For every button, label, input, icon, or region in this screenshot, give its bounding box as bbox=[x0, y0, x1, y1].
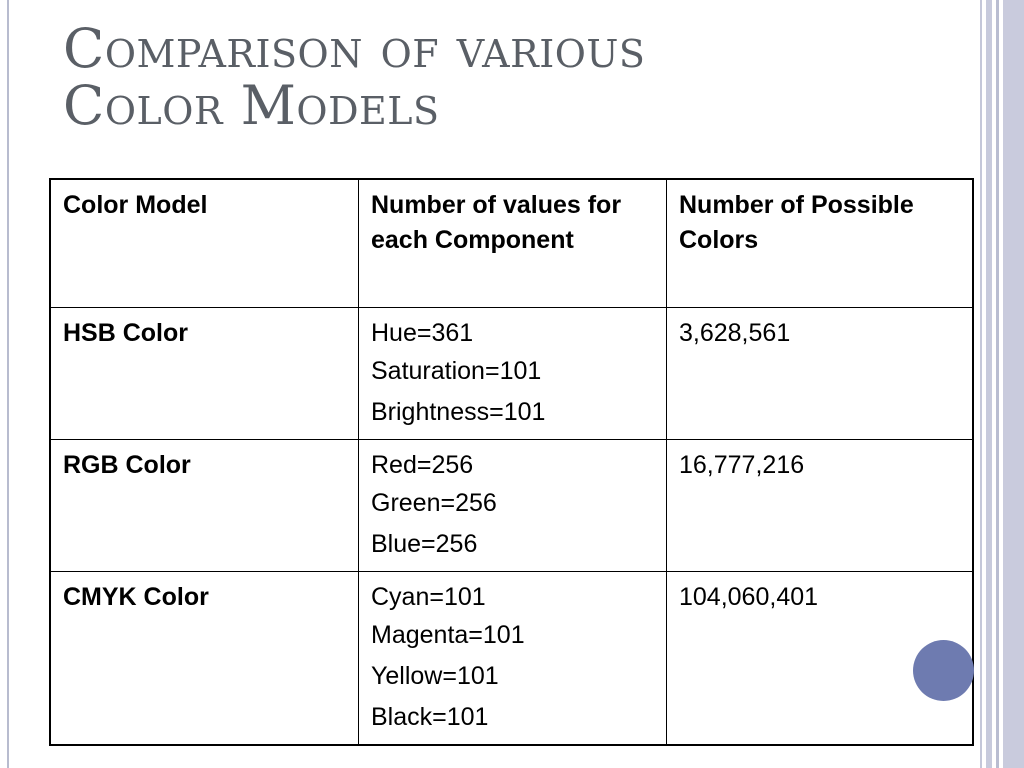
colors-cell: 3,628,561 bbox=[667, 307, 974, 439]
component-value: Magenta=101 bbox=[371, 620, 525, 649]
slide-title bbox=[63, 17, 943, 137]
color-models-table bbox=[49, 178, 974, 746]
decorative-circle bbox=[913, 640, 974, 701]
header-values-per-component: Number of values for each Component bbox=[359, 179, 667, 307]
right-stripe bbox=[986, 0, 992, 768]
model-cell: HSB Color bbox=[50, 307, 359, 439]
header-color-model: Color Model bbox=[50, 179, 359, 307]
model-cell: RGB Color bbox=[50, 439, 359, 571]
right-stripe bbox=[996, 0, 999, 768]
component-value: Red=256 bbox=[371, 450, 474, 479]
components-cell bbox=[359, 307, 667, 439]
colors-cell: 104,060,401 bbox=[667, 571, 974, 745]
components-cell bbox=[359, 571, 667, 745]
table-header-row bbox=[50, 179, 973, 307]
slide-title-line-2: Color Models bbox=[63, 74, 440, 137]
table-row bbox=[50, 307, 973, 439]
component-value: Brightness=101 bbox=[371, 397, 546, 426]
colors-cell: 16,777,216 bbox=[667, 439, 974, 571]
component-value: Yellow=101 bbox=[371, 661, 499, 690]
header-possible-colors: Number of Possible Colors bbox=[667, 179, 974, 307]
right-stripe bbox=[1003, 0, 1024, 768]
left-border-line bbox=[7, 0, 9, 768]
component-value: Black=101 bbox=[371, 702, 489, 731]
component-value: Hue=361 bbox=[371, 318, 474, 347]
right-stripe bbox=[980, 0, 982, 768]
slide-title-line-1: Comparison of various bbox=[63, 17, 646, 80]
component-value: Cyan=101 bbox=[371, 582, 486, 611]
components-cell bbox=[359, 439, 667, 571]
component-value: Blue=256 bbox=[371, 529, 478, 558]
component-value: Saturation=101 bbox=[371, 356, 542, 385]
table-row bbox=[50, 439, 973, 571]
component-value: Green=256 bbox=[371, 488, 497, 517]
table-row bbox=[50, 571, 973, 745]
model-cell: CMYK Color bbox=[50, 571, 359, 745]
